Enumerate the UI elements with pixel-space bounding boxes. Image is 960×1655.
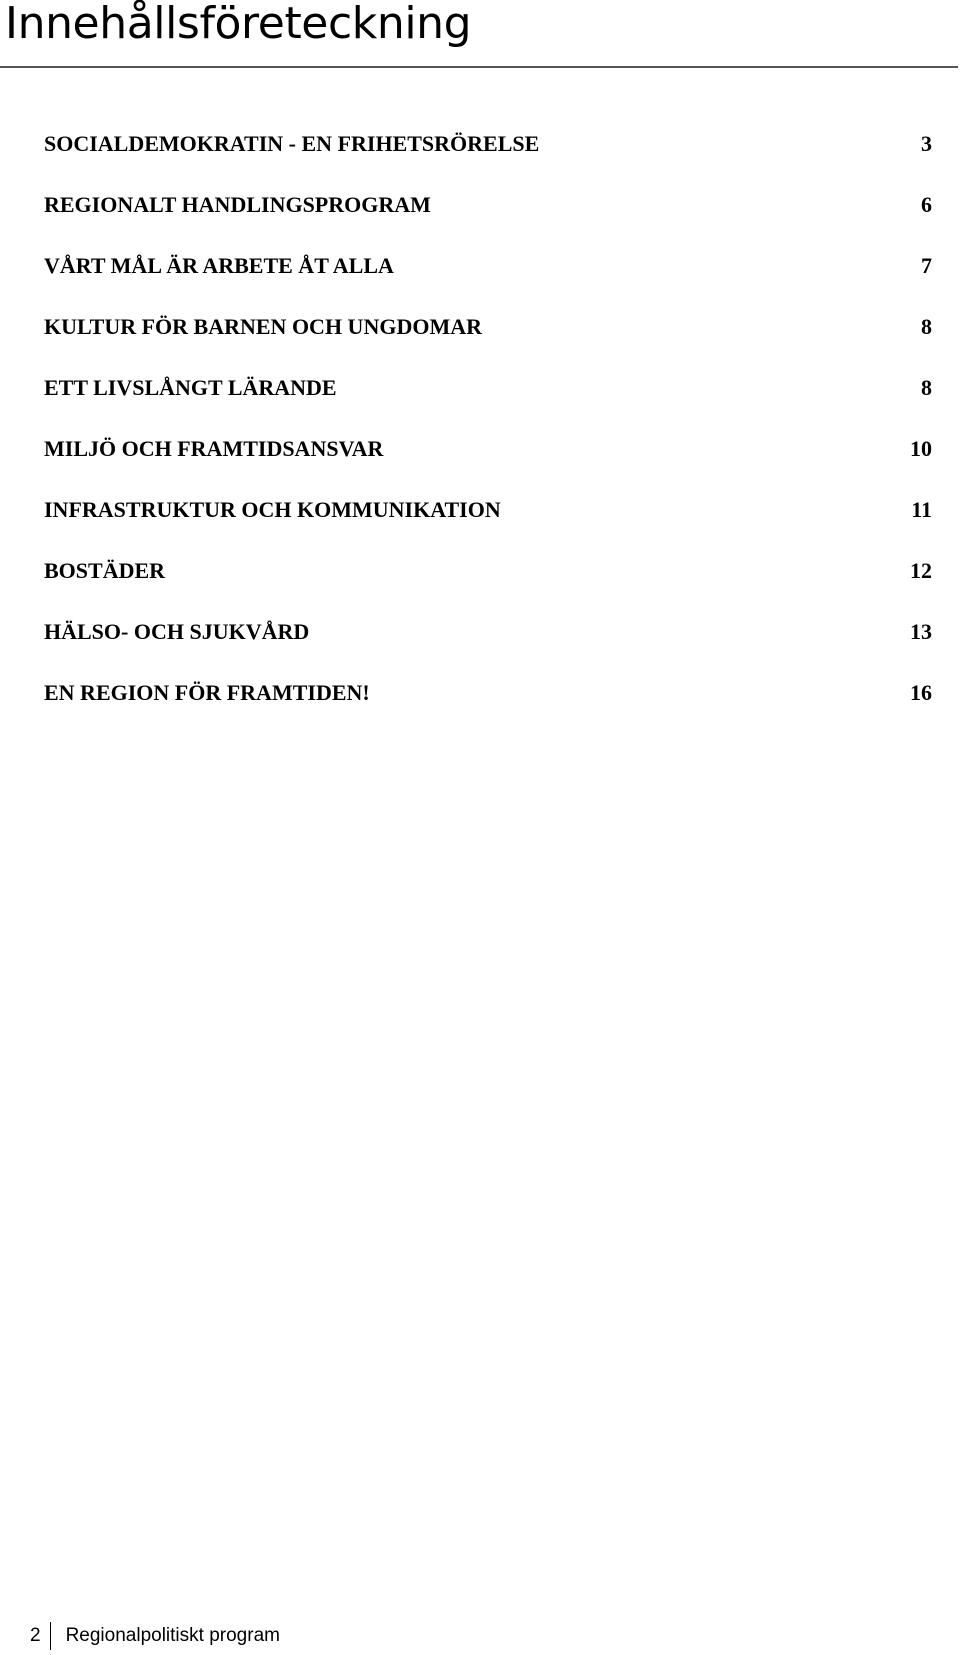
toc-entry-title[interactable]: SOCIALDEMOKRATIN - EN FRIHETSRÖRELSE xyxy=(44,131,540,156)
toc-entry-page: 13 xyxy=(910,619,932,644)
toc-entry-page: 8 xyxy=(921,314,932,339)
toc-entry-title[interactable]: ETT LIVSLÅNGT LÄRANDE xyxy=(44,375,337,400)
toc-entry[interactable] xyxy=(44,252,932,313)
toc-entry[interactable] xyxy=(44,130,932,191)
toc-entry[interactable] xyxy=(44,618,932,679)
toc-entry-page: 3 xyxy=(921,131,932,156)
toc-entry-title[interactable]: KULTUR FÖR BARNEN OCH UNGDOMAR xyxy=(44,314,482,339)
title-divider xyxy=(0,66,958,68)
toc-entry-page: 11 xyxy=(911,497,932,522)
toc-entry-title[interactable]: INFRASTRUKTUR OCH KOMMUNIKATION xyxy=(44,497,501,522)
footer-page-number: 2 xyxy=(30,1625,41,1646)
toc-entry-page: 7 xyxy=(921,253,932,278)
toc-entry-page: 8 xyxy=(921,375,932,400)
toc-entry[interactable] xyxy=(44,313,932,374)
page-title: Innehållsföreteckning xyxy=(5,0,472,49)
toc-entry-page: 10 xyxy=(910,436,932,461)
toc-entry-title[interactable]: EN REGION FÖR FRAMTIDEN! xyxy=(44,680,370,705)
footer-divider xyxy=(50,1622,51,1650)
toc-entry-title[interactable]: VÅRT MÅL ÄR ARBETE ÅT ALLA xyxy=(44,253,394,278)
footer-document-title: Regionalpolitiskt program xyxy=(65,1625,280,1646)
toc-entry[interactable] xyxy=(44,374,932,435)
toc-entry-page: 6 xyxy=(921,192,932,217)
table-of-contents xyxy=(44,130,932,740)
toc-entry[interactable] xyxy=(44,191,932,252)
toc-entry-page: 16 xyxy=(910,680,932,705)
toc-entry-page: 12 xyxy=(910,558,932,583)
page-footer xyxy=(30,1621,280,1651)
toc-entry[interactable] xyxy=(44,557,932,618)
toc-entry[interactable] xyxy=(44,679,932,740)
toc-entry-title[interactable]: BOSTÄDER xyxy=(44,558,166,583)
toc-entry-title[interactable]: HÄLSO- OCH SJUKVÅRD xyxy=(44,619,310,644)
toc-entry[interactable] xyxy=(44,496,932,557)
toc-entry-title[interactable]: REGIONALT HANDLINGSPROGRAM xyxy=(44,192,431,217)
toc-entry-title[interactable]: MILJÖ OCH FRAMTIDSANSVAR xyxy=(44,436,384,461)
toc-entry[interactable] xyxy=(44,435,932,496)
